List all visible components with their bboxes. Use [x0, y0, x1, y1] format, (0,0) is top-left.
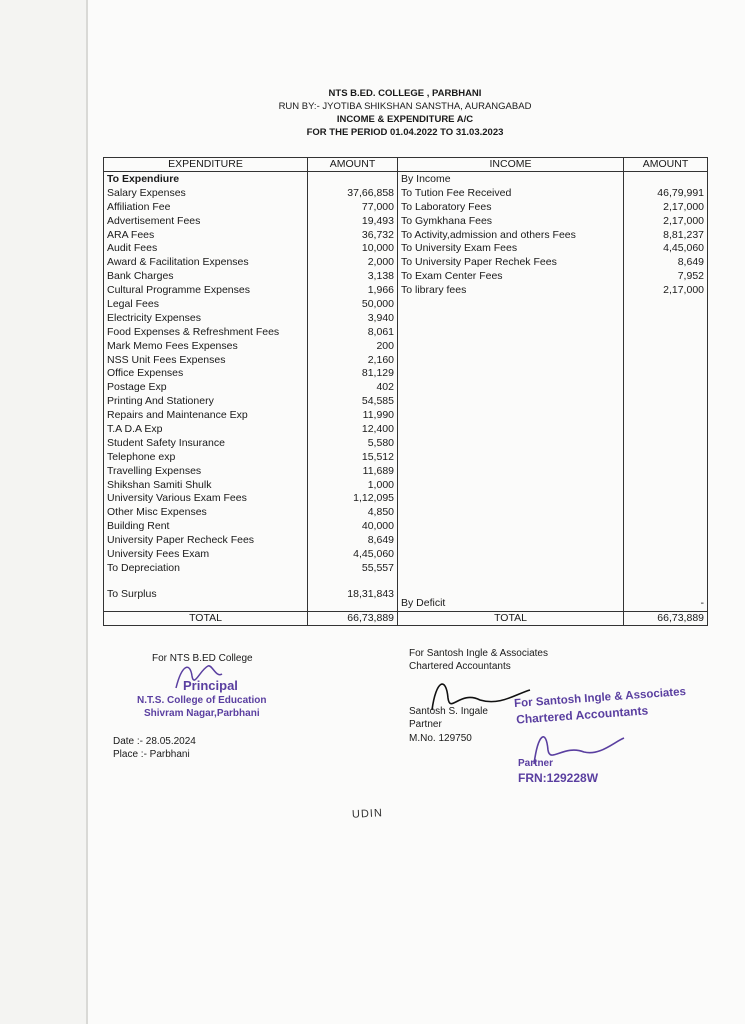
income-item-label: To library fees — [401, 284, 467, 297]
income-item-amount: 4,45,060 — [663, 242, 704, 255]
for-college-label: For NTS B.ED College — [152, 653, 253, 664]
expenditure-column-header: EXPENDITURE — [104, 158, 308, 172]
expenditure-item-label: Shikshan Samiti Shulk — [107, 478, 212, 491]
expenditure-item-label: Postage Exp — [107, 381, 167, 394]
table-body-row — [104, 172, 708, 612]
expenditure-item-amount: 5,580 — [367, 436, 394, 449]
firm-stamp-line1: For Santosh Ingle & Associates — [513, 686, 687, 710]
expenditure-item-label: Audit Fees — [107, 242, 158, 255]
expenditure-item-amount: 2,160 — [367, 353, 394, 366]
expenditure-item-amount: 2,000 — [367, 256, 394, 269]
expenditure-heading: To Expendiure — [107, 173, 180, 185]
expenditure-item-amount: 200 — [376, 339, 394, 352]
expenditure-item-amount: 3,138 — [367, 270, 394, 283]
expenditure-item-amount: 1,000 — [367, 478, 394, 491]
date-label: Date :- 28.05.2024 — [113, 736, 196, 747]
expenditure-item-amount: 8,061 — [367, 325, 394, 338]
expenditure-item-amount: 10,000 — [361, 242, 394, 255]
expenditure-item-label: Award & Facilitation Expenses — [107, 256, 249, 269]
income-amount-list — [627, 187, 704, 298]
income-item-amount: 46,79,991 — [657, 186, 704, 199]
partner-title: Partner — [409, 719, 442, 730]
expenditure-item-label: Office Expenses — [107, 367, 184, 380]
expenditure-item-amount: 8,649 — [367, 534, 394, 547]
chartered-accountants-label: Chartered Accountants — [409, 661, 511, 672]
statement-title: INCOME & EXPENDITURE A/C — [336, 114, 474, 125]
income-item-label: To University Exam Fees — [401, 242, 518, 255]
expenditure-item-amount: 37,66,858 — [347, 186, 394, 199]
expenditure-item-label: To Depreciation — [107, 561, 180, 574]
expenditure-item-label: Food Expenses & Refreshment Fees — [107, 325, 280, 338]
expenditure-item-amount: 11,990 — [362, 409, 394, 422]
expenditure-item-amount: 36,732 — [361, 228, 394, 241]
firm-stamp-line2: Chartered Accountants — [515, 703, 649, 727]
income-item-amount: 8,649 — [677, 256, 704, 269]
expenditure-item-label: Cultural Programme Expenses — [107, 284, 250, 297]
table-header-row — [104, 158, 708, 172]
frn-stamp: FRN:129228W — [518, 771, 599, 785]
income-items — [398, 172, 624, 612]
expenditure-item-amount: 11,689 — [362, 464, 394, 477]
total-amount-right: 66,73,889 — [624, 611, 708, 625]
income-item-amount: 2,17,000 — [663, 284, 704, 297]
expenditure-item-label: Building Rent — [107, 520, 170, 533]
income-item-label: To Gymkhana Fees — [401, 214, 493, 227]
income-column-header: INCOME — [398, 158, 624, 172]
total-amount-left: 66,73,889 — [308, 611, 398, 625]
deficit-amount: - — [700, 597, 704, 610]
income-item-label: To University Paper Rechek Fees — [401, 256, 557, 269]
total-label-left: TOTAL — [104, 611, 308, 625]
expenditure-item-label: Other Misc Expenses — [107, 506, 207, 519]
income-amounts — [624, 172, 708, 612]
expenditure-item-label: Printing And Stationery — [107, 395, 214, 408]
total-row — [104, 611, 708, 625]
expenditure-item-amount: 54,585 — [361, 395, 394, 408]
income-item-label: To Activity,admission and others Fees — [401, 228, 576, 241]
expenditure-item-label: Bank Charges — [107, 270, 174, 283]
expenditure-items — [104, 172, 308, 612]
income-heading: By Income — [401, 173, 451, 185]
surplus-label: To Surplus — [107, 587, 157, 600]
sheet-edge — [86, 0, 88, 1024]
expenditure-item-amount: 1,966 — [367, 284, 394, 297]
expenditure-item-amount: 19,493 — [361, 214, 394, 227]
expenditure-item-amount: 3,940 — [367, 311, 394, 324]
expenditure-item-label: ARA Fees — [107, 228, 155, 241]
income-item-label: To Tution Fee Received — [401, 186, 512, 199]
surplus-amount: 18,31,843 — [347, 587, 394, 600]
expenditure-item-amount: 50,000 — [361, 298, 394, 311]
expenditure-item-label: Travelling Expenses — [107, 464, 202, 477]
amount2-column-header: AMOUNT — [624, 158, 708, 172]
expenditure-label-list — [107, 187, 304, 576]
expenditure-item-label: Legal Fees — [107, 298, 159, 311]
income-item-amount: 7,952 — [677, 270, 704, 283]
income-item-label: To Exam Center Fees — [401, 270, 503, 283]
expenditure-item-label: Electricity Expenses — [107, 311, 201, 324]
expenditure-item-amount: 40,000 — [361, 520, 394, 533]
expenditure-item-label: NSS Unit Fees Expenses — [107, 353, 226, 366]
expenditure-item-amount: 1,12,095 — [353, 492, 394, 505]
expenditure-item-label: Student Safety Insurance — [107, 436, 225, 449]
income-item-amount: 2,17,000 — [663, 200, 704, 213]
expenditure-item-label: Advertisement Fees — [107, 214, 201, 227]
expenditure-item-label: University Fees Exam — [107, 548, 210, 561]
total-label-right: TOTAL — [398, 611, 624, 625]
expenditure-item-amount: 55,557 — [361, 561, 394, 574]
address-stamp: Shivram Nagar,Parbhani — [144, 708, 260, 719]
udin-handwritten: UDIN — [351, 807, 384, 821]
statement-period: FOR THE PERIOD 01.04.2022 TO 31.03.2023 — [306, 127, 504, 138]
expenditure-item-amount: 77,000 — [361, 200, 394, 213]
expenditure-item-amount: 402 — [376, 381, 394, 394]
income-label-list — [401, 187, 620, 298]
expenditure-amount-list — [311, 187, 394, 576]
membership-number: M.No. 129750 — [409, 733, 472, 744]
expenditure-item-amount: 81,129 — [361, 367, 394, 380]
deficit-label: By Deficit — [401, 597, 446, 610]
amount-column-header: AMOUNT — [308, 158, 398, 172]
expenditure-amounts — [308, 172, 398, 612]
college-stamp: N.T.S. College of Education — [137, 695, 267, 706]
place-label: Place :- Parbhani — [113, 749, 190, 760]
income-expenditure-table — [103, 157, 708, 626]
expenditure-item-label: Salary Expenses — [107, 186, 186, 199]
expenditure-item-label: Telephone exp — [107, 450, 176, 463]
college-name: NTS B.ED. COLLEGE , PARBHANI — [328, 88, 482, 99]
expenditure-item-label: University Various Exam Fees — [107, 492, 247, 505]
expenditure-item-label: Mark Memo Fees Expenses — [107, 339, 238, 352]
income-item-amount: 8,81,237 — [663, 228, 704, 241]
income-item-amount: 2,17,000 — [663, 214, 704, 227]
expenditure-item-amount: 12,400 — [361, 423, 394, 436]
firm-stamp-partner: Partner — [518, 758, 554, 769]
run-by: RUN BY:- JYOTIBA SHIKSHAN SANSTHA, AURANGABAD — [278, 101, 532, 112]
expenditure-item-label: Repairs and Maintenance Exp — [107, 409, 248, 422]
for-firm-label: For Santosh Ingle & Associates — [409, 648, 548, 659]
expenditure-item-label: University Paper Recheck Fees — [107, 534, 255, 547]
principal-stamp: Principal — [183, 678, 238, 693]
expenditure-item-amount: 15,512 — [361, 450, 394, 463]
expenditure-item-amount: 4,850 — [367, 506, 394, 519]
expenditure-item-label: Affiliation Fee — [107, 200, 171, 213]
partner-name: Santosh S. Ingale — [409, 706, 488, 717]
income-item-label: To Laboratory Fees — [401, 200, 492, 213]
expenditure-item-amount: 4,45,060 — [353, 548, 394, 561]
expenditure-item-label: T.A D.A Exp — [107, 423, 163, 436]
